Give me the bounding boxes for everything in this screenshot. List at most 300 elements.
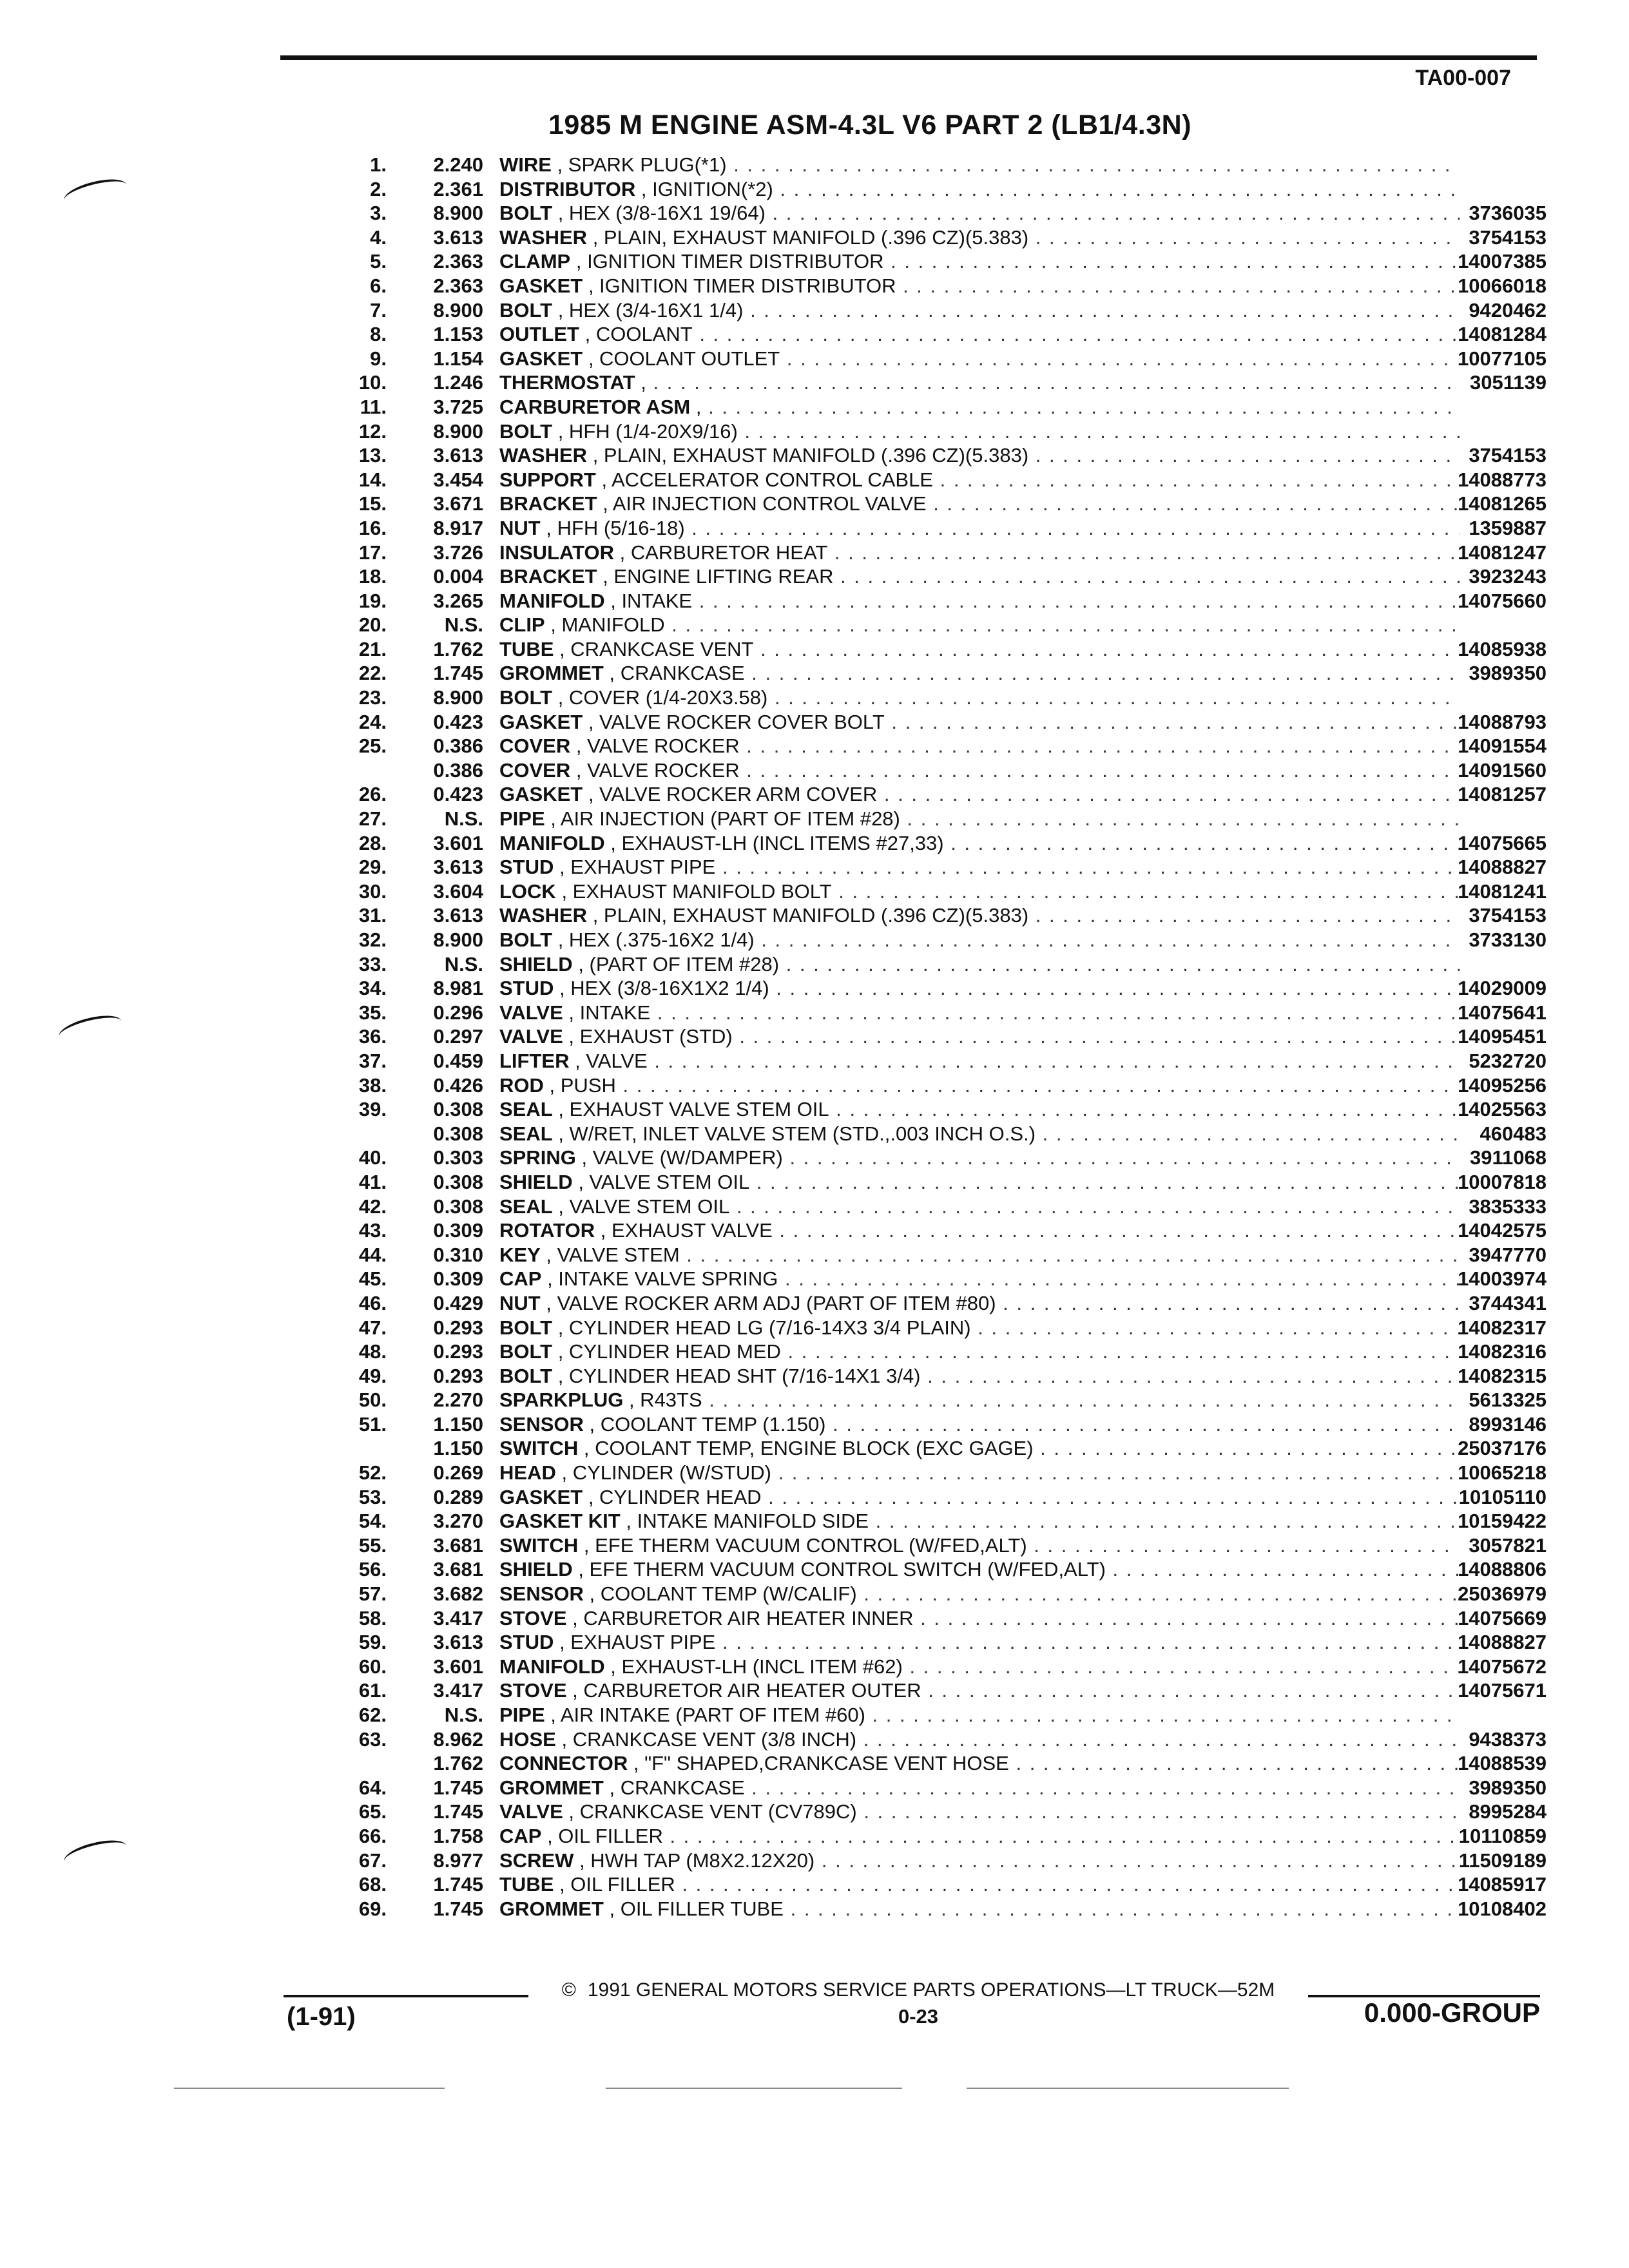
part-number: 3911068 [1470,1146,1547,1169]
part-name: BOLT [499,202,553,225]
part-description [499,370,1460,395]
part-number: 14075669 [1458,1606,1547,1629]
item-number: 43. [358,1219,387,1242]
part-description [499,541,1460,565]
group-number: 0.426 [433,1073,483,1097]
part-name: VALVE [499,1025,563,1048]
part-name: BRACKET [499,492,597,515]
part-description [499,1049,1460,1073]
group-number: 3.681 [433,1533,483,1557]
part-name: STOVE [499,1606,567,1629]
part-number: 14088773 [1458,468,1547,491]
item-number: 5. [370,250,387,273]
item-number: 19. [358,589,387,612]
table-row [335,201,1547,226]
part-detail: , CYLINDER HEAD MED [557,1340,781,1363]
part-number: 14082315 [1458,1364,1547,1387]
table-row [335,1800,1547,1824]
part-name: SCREW [499,1849,574,1872]
part-description [499,1097,1460,1122]
table-row [335,468,1547,492]
group-number: 0.293 [433,1340,483,1363]
group-number: 8.977 [433,1849,483,1872]
part-number: 14088827 [1458,856,1547,879]
part-number: 10077105 [1458,347,1547,370]
table-row [335,1122,1547,1146]
part-detail: , HEX (3/4-16X1 1/4) [557,298,744,322]
bottom-rule [606,2088,902,2089]
item-number: 60. [358,1655,387,1678]
group-number: 0.296 [433,1001,483,1024]
part-number: 11509189 [1458,1849,1547,1872]
part-detail: , VALVE (W/DAMPER) [581,1146,783,1169]
part-number: 14095451 [1458,1025,1547,1048]
item-number: 34. [358,977,387,1000]
part-name: SWITCH [499,1437,579,1460]
group-number: 1.762 [433,1752,483,1775]
margin-punch-mark [56,1010,124,1047]
group-number: N.S. [444,613,483,637]
group-number: 3.725 [433,395,483,418]
part-number: 14081241 [1458,879,1547,903]
group-number: 0.459 [433,1049,483,1072]
item-number: 16. [358,516,387,539]
item-number: 22. [358,662,387,685]
part-name: GASKET [499,783,583,806]
part-number: 9438373 [1469,1727,1547,1751]
part-name: MANIFOLD [499,831,605,854]
copyright-notice [528,1979,1308,2001]
part-description [499,1849,1460,1873]
part-name: CLAMP [499,250,571,273]
part-number: 14085917 [1458,1873,1547,1896]
part-number: 25037176 [1458,1437,1547,1460]
group-number: 0.308 [433,1170,483,1193]
table-row [335,1557,1547,1582]
part-detail: , [641,371,646,394]
group-number: 3.726 [433,541,483,564]
part-description [499,686,1460,710]
item-number: 10. [358,371,387,394]
item-number: 25. [358,735,387,758]
item-number: 38. [358,1073,387,1097]
table-row [335,613,1547,637]
item-number: 26. [358,783,387,806]
part-description [499,1509,1460,1533]
table-row [335,1097,1547,1122]
table-row [335,1703,1547,1727]
item-number: 42. [358,1195,387,1218]
part-description [499,952,1460,977]
part-name: SWITCH [499,1533,579,1557]
part-number: 14081257 [1458,783,1547,806]
part-detail: , VALVE ROCKER ARM COVER [588,783,878,806]
table-row [335,903,1547,928]
part-detail: , HEX (.375-16X2 1/4) [557,928,755,951]
part-name: SPARKPLUG [499,1389,624,1412]
table-row [335,782,1547,807]
part-name: BOLT [499,928,553,951]
group-number: 0.297 [433,1025,483,1048]
part-detail: , OIL FILLER [547,1824,663,1847]
part-detail: , COOLANT OUTLET [588,347,780,370]
part-number: 14091554 [1458,735,1547,758]
table-row [335,1897,1547,1921]
part-description [499,1073,1460,1098]
part-detail: , (PART OF ITEM #28) [578,952,780,975]
part-number: 14042575 [1458,1219,1547,1242]
part-name: COVER [499,758,571,782]
item-number: 30. [358,879,387,903]
table-row [335,322,1547,347]
part-name: SENSOR [499,1582,584,1606]
group-number: 1.154 [433,347,483,370]
part-description [499,1146,1460,1170]
group-number: 2.363 [433,274,483,297]
table-row [335,831,1547,856]
part-number: 14088793 [1458,710,1547,733]
part-description [499,274,1460,298]
part-description [499,1001,1460,1025]
group-number: 0.269 [433,1461,483,1485]
table-row [335,879,1547,904]
table-row [335,976,1547,1001]
table-row [335,1340,1547,1364]
part-name: BOLT [499,1364,553,1387]
part-number: 8995284 [1469,1800,1547,1823]
group-number: 8.900 [433,419,483,443]
table-row [335,1776,1547,1800]
margin-punch-mark [61,1835,129,1872]
part-description [499,589,1460,613]
group-number: 1.745 [433,1873,483,1896]
table-row [335,1436,1547,1461]
group-number: 0.303 [433,1146,483,1169]
part-description [499,516,1460,541]
part-detail: , VALVE ROCKER [575,758,740,782]
part-detail: , CARBURETOR HEAT [619,541,828,564]
part-description [499,1267,1460,1291]
table-row [335,541,1547,565]
item-number: 2. [370,177,387,200]
part-description [499,1316,1460,1340]
part-description [499,782,1460,807]
part-name: WASHER [499,444,588,467]
table-row [335,1751,1547,1776]
item-number: 31. [358,904,387,927]
part-description [499,226,1460,250]
part-number: 14007385 [1458,250,1547,273]
group-number: 3.613 [433,904,483,927]
part-name: SEAL [499,1195,553,1218]
table-row [335,1509,1547,1533]
item-number: 32. [358,928,387,951]
item-number: 29. [358,856,387,879]
part-detail: , HWH TAP (M8X2.12X20) [579,1849,815,1872]
part-detail: , "F" SHAPED,CRANKCASE VENT HOSE [633,1752,1009,1775]
part-number: 14088539 [1458,1752,1547,1775]
margin-punch-mark [61,174,129,211]
part-description [499,395,1460,419]
part-name: COVER [499,735,571,758]
part-number: 5613325 [1469,1389,1547,1412]
part-description [499,1655,1460,1679]
part-number: 14029009 [1458,977,1547,1000]
part-detail: , COVER (1/4-20X3.58) [557,686,768,709]
item-number: 44. [358,1243,387,1266]
part-number: 14088827 [1458,1631,1547,1654]
part-detail: , EXHAUST PIPE [559,856,716,879]
item-number: 9. [370,347,387,370]
table-row [335,710,1547,735]
part-detail: , CRANKCASE VENT [559,637,754,660]
part-description [499,347,1460,371]
item-number: 39. [358,1098,387,1121]
group-number: 2.361 [433,177,483,200]
part-description [499,1364,1460,1389]
parts-list [335,153,1547,1921]
item-number: 4. [370,226,387,249]
item-number: 28. [358,831,387,854]
item-number: 37. [358,1049,387,1072]
item-number: 61. [358,1679,387,1702]
part-detail: , CRANKCASE [609,1776,745,1799]
table-row [335,1001,1547,1025]
table-row [335,1485,1547,1510]
table-row [335,1849,1547,1873]
group-number: 0.423 [433,783,483,806]
part-description [499,177,1460,202]
part-number: 3947770 [1469,1243,1547,1266]
part-name: GASKET [499,347,583,370]
group-number: 0.423 [433,710,483,733]
item-number: 54. [358,1510,387,1533]
bottom-rule [967,2088,1289,2089]
part-description [499,1557,1460,1582]
part-name: STOVE [499,1679,567,1702]
item-number: 49. [358,1364,387,1387]
group-number: 1.762 [433,637,483,660]
part-number: 3989350 [1469,1776,1547,1799]
part-detail: , CRANKCASE VENT (CV789C) [568,1800,857,1823]
part-detail: , IGNITION TIMER DISTRIBUTOR [588,274,896,297]
item-number: 46. [358,1291,387,1314]
part-number: 14091560 [1458,758,1547,782]
table-row [335,1606,1547,1631]
part-name: SEAL [499,1098,553,1121]
part-number: 14085938 [1458,637,1547,660]
table-row [335,637,1547,662]
part-description [499,564,1460,589]
group-number: 3.417 [433,1679,483,1702]
part-name: STUD [499,977,554,1000]
part-number: 3736035 [1469,202,1547,225]
copyright-symbol: © [561,1979,576,2001]
part-number: 14075665 [1458,831,1547,854]
part-number: 3754153 [1469,444,1547,467]
group-number: 8.900 [433,928,483,951]
part-detail: , INTAKE [610,589,693,612]
part-detail: , CYLINDER HEAD LG (7/16-14X3 3/4 PLAIN) [557,1316,971,1339]
item-number: 15. [358,492,387,515]
group-number: 3.681 [433,1558,483,1581]
part-name: WASHER [499,904,588,927]
part-description [499,153,1460,177]
table-row [335,443,1547,468]
part-number: 10105110 [1458,1485,1547,1508]
part-name: LOCK [499,879,556,903]
part-description [499,613,1460,637]
item-number: 21. [358,637,387,660]
part-detail: , AIR INJECTION (PART OF ITEM #28) [550,807,900,831]
part-detail: , PLAIN, EXHAUST MANIFOLD (.396 CZ)(5.383) [592,226,1029,249]
part-name: GASKET KIT [499,1510,621,1533]
part-number: 14075641 [1458,1001,1547,1024]
part-detail: , EXHAUST-LH (INCL ITEMS #27,33) [610,831,944,854]
table-row [335,1073,1547,1098]
part-detail: , INTAKE VALVE SPRING [547,1267,778,1291]
table-row [335,1533,1547,1558]
page-title: 1985 M ENGINE ASM-4.3L V6 PART 2 (LB1/4.3N) [548,110,1192,140]
part-detail: , VALVE STEM [546,1243,680,1266]
group-number: 0.004 [433,565,483,588]
part-description [499,710,1460,735]
table-row [335,1630,1547,1655]
table-row [335,249,1547,274]
group-number: 0.386 [433,735,483,758]
part-detail: , IGNITION(*2) [641,177,773,200]
group-number: 0.386 [433,758,483,782]
table-row [335,758,1547,783]
item-number: 65. [358,1800,387,1823]
part-number: 25036979 [1458,1582,1547,1606]
part-description [499,1800,1460,1824]
part-description [499,492,1460,516]
group-number: 1.745 [433,1776,483,1799]
table-row [335,419,1547,444]
item-number: 67. [358,1849,387,1872]
part-name: BOLT [499,686,553,709]
part-description [499,1461,1460,1485]
item-number: 6. [370,274,387,297]
group-number: 0.293 [433,1364,483,1387]
part-name: ROD [499,1073,544,1097]
table-row [335,661,1547,686]
group-number: 8.900 [433,686,483,709]
item-number: 35. [358,1001,387,1024]
item-number: 12. [358,419,387,443]
page-number: 0-23 [898,2005,939,2028]
part-detail: , CYLINDER HEAD SHT (7/16-14X1 3/4) [557,1364,921,1387]
part-number: 14075672 [1458,1655,1547,1678]
item-number: 8. [370,323,387,346]
group-number: 1.745 [433,1800,483,1823]
item-number: 47. [358,1316,387,1339]
part-detail: , PLAIN, EXHAUST MANIFOLD (.396 CZ)(5.383) [592,444,1029,467]
part-detail: , VALVE [575,1049,648,1072]
part-detail: , COOLANT [584,323,693,346]
part-number: 3923243 [1469,565,1547,588]
group-number: 3.613 [433,226,483,249]
part-description [499,298,1460,323]
part-name: LIFTER [499,1049,570,1072]
part-name: TUBE [499,1873,554,1896]
part-name: GASKET [499,1485,583,1508]
group-number: 3.613 [433,1631,483,1654]
part-description [499,1897,1460,1921]
group-number: 0.310 [433,1243,483,1266]
part-detail: , CYLINDER (W/STUD) [561,1461,771,1485]
part-description [499,1412,1460,1437]
part-name: HOSE [499,1727,556,1751]
item-number: 53. [358,1485,387,1508]
item-number: 55. [358,1533,387,1557]
table-row [335,516,1547,541]
item-number: 23. [358,686,387,709]
part-detail: , COOLANT TEMP (W/CALIF) [589,1582,857,1606]
part-description [499,831,1460,856]
part-name: SPRING [499,1146,576,1169]
part-name: SHIELD [499,952,573,975]
item-number: 69. [358,1897,387,1920]
part-detail: , EXHAUST VALVE STEM OIL [558,1098,829,1121]
group-number: 0.308 [433,1098,483,1121]
part-description [499,661,1460,686]
part-name: CAP [499,1824,542,1847]
table-row [335,1678,1547,1703]
part-description [499,443,1460,468]
part-detail: , HFH (1/4-20X9/16) [557,419,738,443]
part-name: MANIFOLD [499,1655,605,1678]
part-name: PIPE [499,807,545,831]
group-number: 0.309 [433,1267,483,1291]
table-row [335,564,1547,589]
part-number: 9420462 [1469,298,1547,322]
part-detail: , CRANKCASE [609,662,745,685]
part-number: 3733130 [1469,928,1547,951]
item-number: 59. [358,1631,387,1654]
item-number: 24. [358,710,387,733]
part-name: SHIELD [499,1170,573,1193]
part-number: 3989350 [1469,662,1547,685]
part-detail: , HEX (3/8-16X1 19/64) [557,202,766,225]
part-description [499,1727,1460,1752]
part-number: 10110859 [1458,1824,1547,1847]
table-row [335,1195,1547,1219]
item-number: 51. [358,1412,387,1436]
part-detail: , VALVE ROCKER COVER BOLT [588,710,885,733]
table-row [335,855,1547,879]
item-number: 52. [358,1461,387,1485]
group-number: N.S. [444,952,483,975]
part-detail: , EFE THERM VACUUM CONTROL (W/FED,ALT) [583,1533,1027,1557]
table-row [335,492,1547,516]
part-name: CARBURETOR ASM [499,395,691,418]
part-name: MANIFOLD [499,589,605,612]
part-name: PIPE [499,1704,545,1726]
group-number: 1.150 [433,1412,483,1436]
part-detail: , IGNITION TIMER DISTRIBUTOR [575,250,884,273]
part-number: 14075660 [1458,589,1547,612]
group-number: 8.900 [433,202,483,225]
part-name: SENSOR [499,1412,584,1436]
item-number: 64. [358,1776,387,1799]
part-detail: , COOLANT TEMP, ENGINE BLOCK (EXC GAGE) [583,1437,1034,1460]
group-code: 0.000-GROUP [1364,1997,1540,2028]
part-name: BOLT [499,1316,553,1339]
table-row [335,807,1547,831]
table-row [335,274,1547,298]
